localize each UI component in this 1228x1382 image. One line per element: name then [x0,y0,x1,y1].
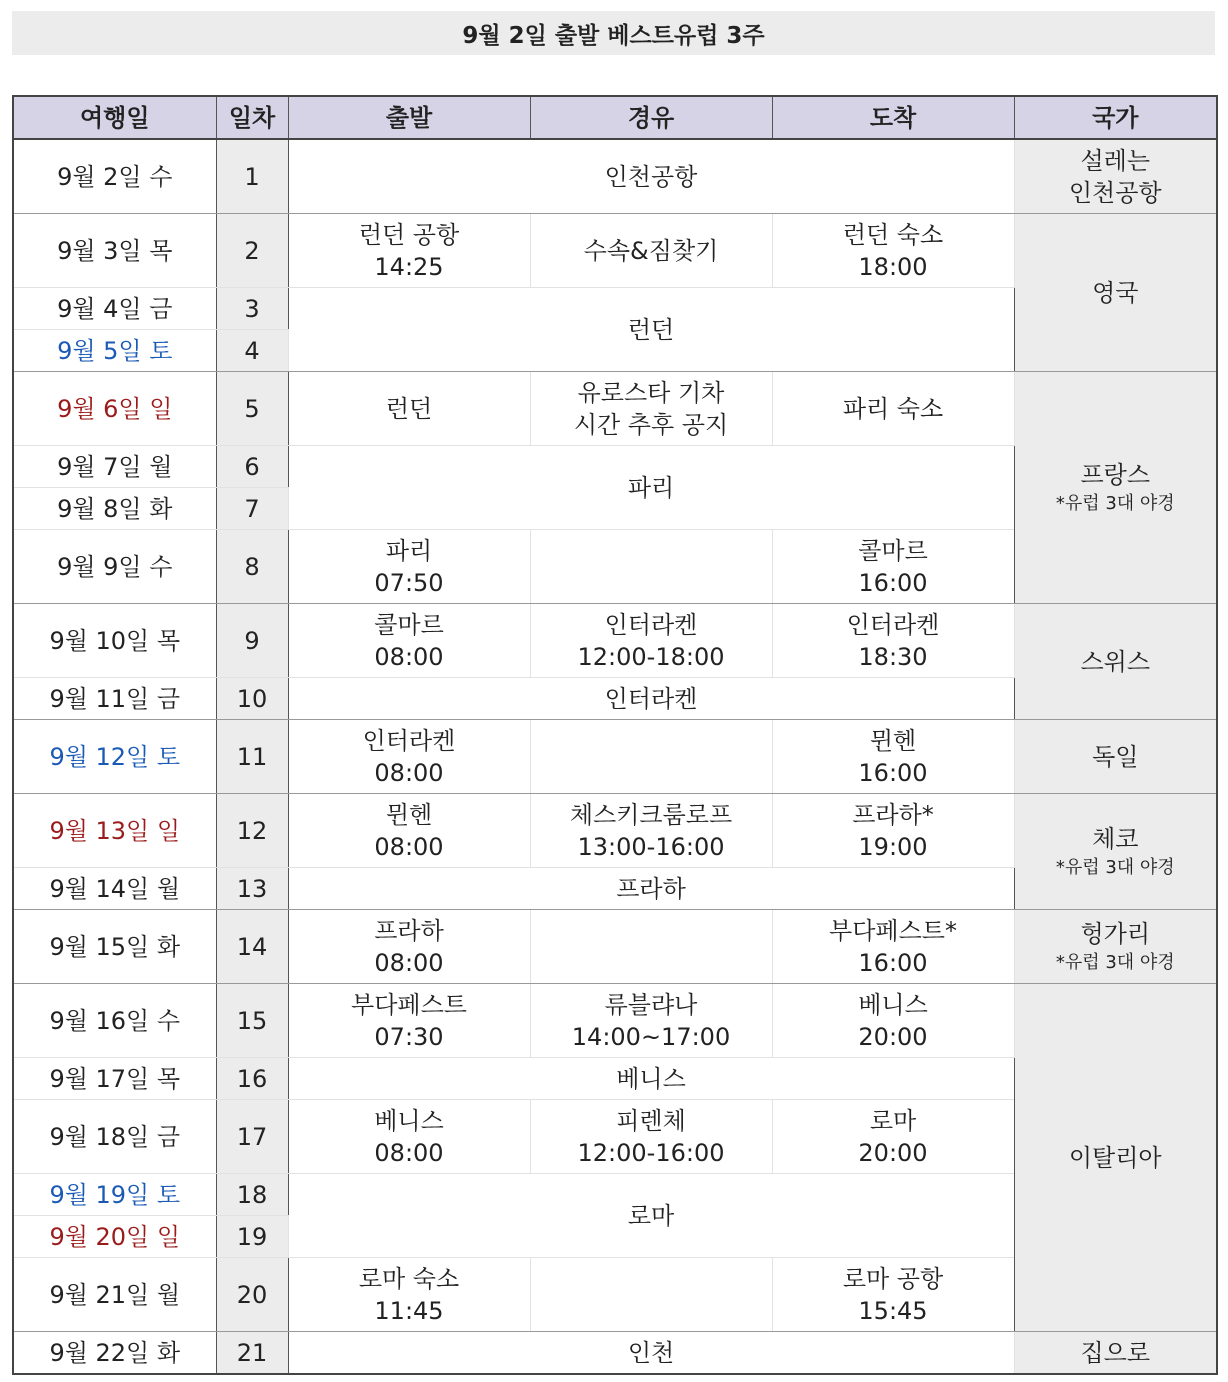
header-via: 경유 [530,96,772,139]
header-arrival: 도착 [772,96,1014,139]
day-number: 8 [216,530,288,604]
arrival-cell [772,372,1014,446]
departure-cell [288,214,530,288]
day-number: 12 [216,794,288,868]
arrival-time: 19:00 [858,832,928,861]
via-cell [530,1258,772,1332]
departure-place: 프라하 [374,916,444,945]
via-time: 14:00~17:00 [571,1022,731,1051]
date-cell: 9월 7일 월 [13,446,216,488]
span-cell: 베니스 [288,1058,1014,1100]
table-row [13,214,1217,288]
day-number: 2 [216,214,288,288]
date-cell: 9월 11일 금 [13,678,216,720]
span-cell: 런던 [288,288,1014,372]
country-cell [1014,910,1217,984]
country-label: 체코 [1092,824,1139,853]
date-cell: 9월 8일 화 [13,488,216,530]
departure-time: 08:00 [374,1138,444,1167]
date-cell: 9월 22일 화 [13,1332,216,1375]
date-cell: 9월 12일 토 [13,720,216,794]
departure-place: 로마 숙소 [358,1264,460,1293]
via-place: 수속&짐찾기 [583,236,719,265]
day-number: 15 [216,984,288,1058]
table-row [13,720,1217,794]
date-cell: 9월 15일 화 [13,910,216,984]
via-cell [530,530,772,604]
departure-time: 08:00 [374,832,444,861]
departure-cell [288,720,530,794]
via-cell [530,372,772,446]
departure-place: 콜마르 [374,610,444,639]
via-time: 시간 추후 공지 [573,410,729,439]
header-departure: 출발 [288,96,530,139]
arrival-place: 뮌헨 [869,726,917,755]
date-cell: 9월 14일 월 [13,868,216,910]
country-label: 영국 [1092,278,1139,307]
departure-time: 07:50 [374,568,444,597]
arrival-place: 콜마르 [858,536,928,565]
arrival-place: 인터라켄 [846,610,940,639]
span-cell: 파리 [288,446,1014,530]
arrival-cell [772,794,1014,868]
span-cell: 인천 [288,1332,1014,1375]
departure-place: 인터라켄 [362,726,456,755]
country-label: 설레는 [1080,146,1151,175]
via-time: 12:00-16:00 [577,1138,725,1167]
via-place: 류블랴나 [604,990,698,1019]
day-number: 19 [216,1216,288,1258]
departure-cell [288,794,530,868]
country-note: *유럽 3대 야경 [1055,951,1175,973]
departure-cell [288,1258,530,1332]
country-cell [1014,604,1217,720]
date-cell: 9월 21일 월 [13,1258,216,1332]
departure-cell [288,984,530,1058]
arrival-time: 20:00 [858,1138,928,1167]
date-cell: 9월 4일 금 [13,288,216,330]
via-cell [530,604,772,678]
via-place: 체스키크룸로프 [569,800,733,829]
departure-time: 14:25 [374,252,444,281]
date-cell: 9월 17일 목 [13,1058,216,1100]
arrival-cell [772,984,1014,1058]
date-cell: 9월 20일 일 [13,1216,216,1258]
day-number: 18 [216,1174,288,1216]
country-cell [1014,720,1217,794]
via-cell [530,1100,772,1174]
day-number: 17 [216,1100,288,1174]
arrival-place: 프라하* [852,800,934,829]
country-label: 프랑스 [1080,460,1151,489]
day-number: 6 [216,446,288,488]
table-row [13,372,1217,446]
country-cell [1014,214,1217,372]
day-number: 13 [216,868,288,910]
departure-cell [288,1100,530,1174]
country-label: 스위스 [1080,647,1151,676]
day-number: 7 [216,488,288,530]
country-label: 헝가리 [1080,919,1151,948]
day-number: 14 [216,910,288,984]
day-number: 10 [216,678,288,720]
arrival-time: 18:30 [858,642,928,671]
date-cell: 9월 5일 토 [13,330,216,372]
country-note: *유럽 3대 야경 [1055,856,1175,878]
arrival-time: 16:00 [858,568,928,597]
arrival-cell [772,214,1014,288]
country-cell [1014,372,1217,604]
arrival-cell [772,604,1014,678]
day-number: 9 [216,604,288,678]
departure-place: 베니스 [374,1106,444,1135]
day-number: 3 [216,288,288,330]
departure-place: 파리 [385,536,433,565]
date-cell: 9월 10일 목 [13,604,216,678]
arrival-place: 파리 숙소 [842,394,944,423]
header-date: 여행일 [13,96,216,139]
date-cell: 9월 16일 수 [13,984,216,1058]
via-cell [530,794,772,868]
date-cell: 9월 2일 수 [13,139,216,214]
span-cell: 로마 [288,1174,1014,1258]
country-label: 이탈리아 [1068,1143,1162,1172]
day-number: 11 [216,720,288,794]
day-number: 16 [216,1058,288,1100]
table-row [13,1332,1217,1375]
departure-cell [288,372,530,446]
departure-cell [288,530,530,604]
arrival-place: 로마 [869,1106,917,1135]
date-cell: 9월 19일 토 [13,1174,216,1216]
day-number: 1 [216,139,288,214]
arrival-time: 15:45 [858,1296,928,1325]
arrival-cell [772,910,1014,984]
span-cell: 프라하 [288,868,1014,910]
country-label: 인천공항 [1068,178,1162,207]
via-cell [530,720,772,794]
table-row [13,794,1217,868]
country-label: 집으로 [1080,1338,1151,1367]
via-time: 13:00-16:00 [577,832,725,861]
arrival-time: 16:00 [858,948,928,977]
departure-time: 07:30 [374,1022,444,1051]
arrival-cell [772,720,1014,794]
via-cell [530,910,772,984]
country-cell [1014,984,1217,1332]
day-number: 21 [216,1332,288,1375]
country-cell [1014,139,1217,214]
day-number: 5 [216,372,288,446]
arrival-place: 런던 숙소 [842,220,944,249]
header-country: 국가 [1014,96,1217,139]
country-cell [1014,794,1217,910]
table-row [13,910,1217,984]
day-number: 20 [216,1258,288,1332]
departure-place: 부다페스트 [351,990,467,1019]
arrival-cell [772,530,1014,604]
departure-time: 08:00 [374,642,444,671]
departure-time: 11:45 [374,1296,444,1325]
departure-cell [288,910,530,984]
arrival-cell [772,1100,1014,1174]
departure-time: 08:00 [374,948,444,977]
table-row [13,604,1217,678]
arrival-place: 로마 공항 [842,1264,944,1293]
table-row [13,139,1217,214]
arrival-place: 베니스 [858,990,928,1019]
via-time: 12:00-18:00 [577,642,725,671]
header-row [13,96,1217,139]
itinerary-table [12,95,1218,1375]
departure-time: 08:00 [374,758,444,787]
arrival-time: 20:00 [858,1022,928,1051]
date-cell: 9월 3일 목 [13,214,216,288]
arrival-place: 부다페스트* [829,916,957,945]
country-label: 독일 [1092,742,1139,771]
departure-cell [288,604,530,678]
header-day: 일차 [216,96,288,139]
departure-place: 뮌헨 [385,800,433,829]
via-cell [530,214,772,288]
country-cell [1014,1332,1217,1375]
date-cell: 9월 18일 금 [13,1100,216,1174]
departure-place: 런던 공항 [358,220,460,249]
day-number: 4 [216,330,288,372]
span-cell: 인천공항 [288,139,1014,214]
via-cell [530,984,772,1058]
table-row [13,984,1217,1058]
arrival-time: 18:00 [858,252,928,281]
date-cell: 9월 6일 일 [13,372,216,446]
country-note: *유럽 3대 야경 [1055,492,1175,514]
date-cell: 9월 13일 일 [13,794,216,868]
via-place: 인터라켄 [604,610,698,639]
via-place: 유로스타 기차 [577,378,725,407]
span-cell: 인터라켄 [288,678,1014,720]
departure-place: 런던 [385,394,433,423]
page-title: 9월 2일 출발 베스트유럽 3주 [12,11,1215,55]
via-place: 피렌체 [616,1106,686,1135]
arrival-cell [772,1258,1014,1332]
arrival-time: 16:00 [858,758,928,787]
date-cell: 9월 9일 수 [13,530,216,604]
